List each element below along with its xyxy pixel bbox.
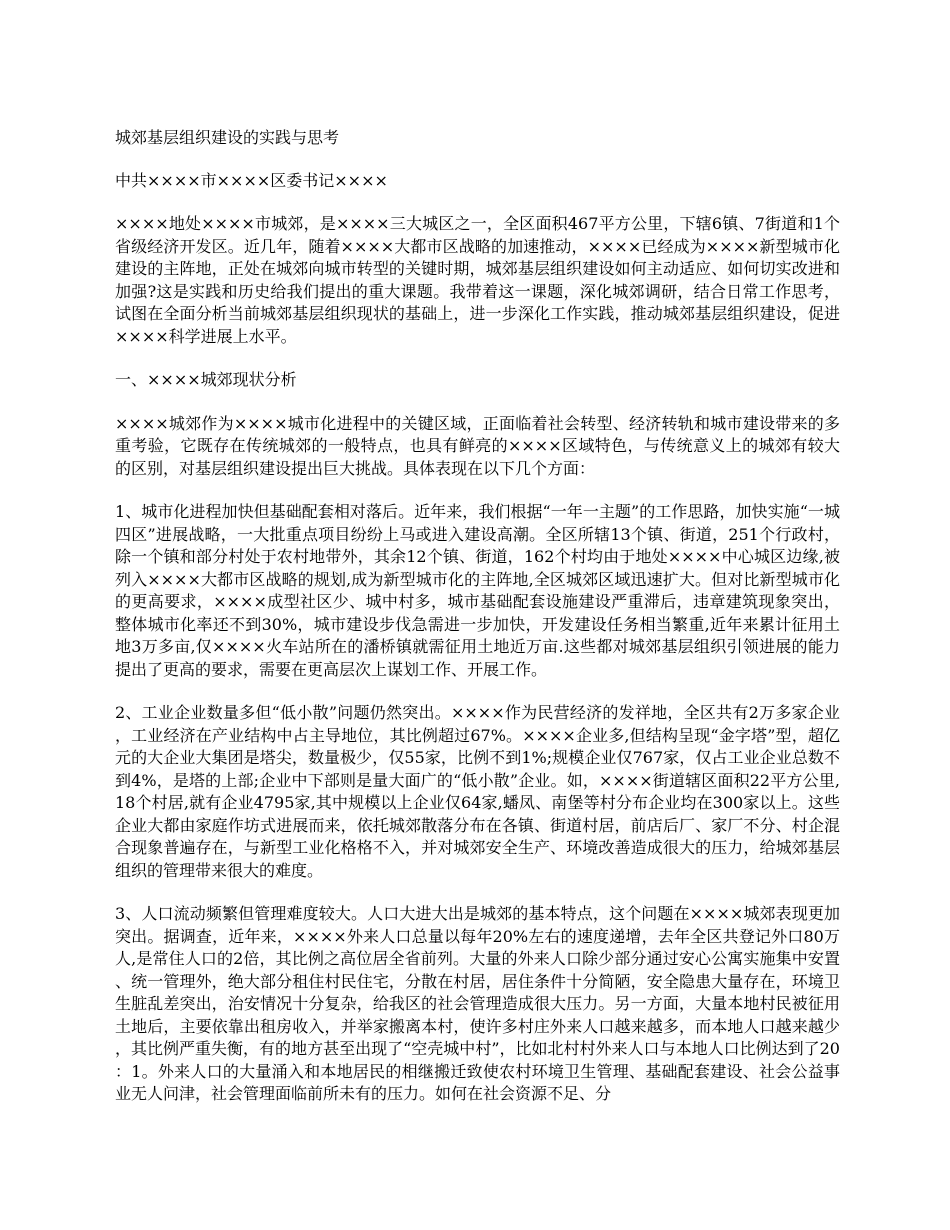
paragraph-section-intro: ××××城郊作为××××城市化进程中的关键区域，正面临着社会转型、经济转轨和城市建设带来的多重考验，它既存在传统城郊的一般特点，也具有鲜亮的××××区域特色，与传统意义上的城郊有较大的区别，对基层组织建设提出巨大挑战。具体表现在以下几个方面： [115, 413, 840, 478]
paragraph-intro: ××××地处××××市城郊，是××××三大城区之一，全区面积467平方公里，下辖6镇、7街道和1个省级经济开发区。近几年，随着××××大都市区战略的加速推动，××××已经成为××××新型城市化建设的主阵地，正处在城郊向城市转型的关键时期，城郊基层组织建设如何主动适应、如何切实改进和加强?这是实践和历史给我们提出的重大课题。我带着这一课题，深化城郊调研，结合日常工作思考，试图在全面分析当前城郊基层组织现状的基础上，进一步深化工作实践，推动城郊基层组织建设，促进××××科学进展上水平。 [115, 214, 840, 346]
document-title: 城郊基层组织建设的实践与思考 [115, 128, 340, 147]
paragraph-point-1: 1、城市化进程加快但基础配套相对落后。近年来，我们根据“一年一主题”的工作思路，加快实施“一城四区”进展战略，一大批重点项目纷纷上马或进入建设高潮。全区所辖13个镇、街道，251个行政村，除一个镇和部分村处于农村地带外，其余12个镇、街道，162个村均由于地处××××中心城区边缘,被列入××××大都市区战略的规划,成为新型城市化的主阵地,全区城郊区域迅速扩大。但对比新型城市化的更高要求，××××成型社区少、城中村多，城市基础配套设施建设严重滞后，违章建筑现象突出，整体城市化率还不到30%，城市建设步伐急需进一步加快，开发建设任务相当繁重,近年来累计征用土地3万多亩,仅××××火车站所在的潘桥镇就需征用土地近万亩.这些都对城郊基层组织引领进展的能力提出了更高的要求，需要在更高层次上谋划工作、开展工作。 [115, 502, 840, 679]
paragraph-point-3: 3、人口流动频繁但管理难度较大。人口大进大出是城郊的基本特点，这个问题在××××城郊表现更加突出。据调查，近年来，××××外来人口总量以每年20%左右的速度递增，去年全区共登记外口80万人,是常住人口的2倍，其比例之高位居全省前列。大量的外来人口除少部分通过安心公寓实施集中安置、统一管理外，绝大部分租住村民住宅，分散在村居，居住条件十分简陋，安全隐患大量存在，环境卫生脏乱差突出，治安情况十分复杂，给我区的社会管理造成很大压力。另一方面，大量本地村民被征用土地后，主要依靠出租房收入，并举家搬离本村，使许多村庄外来人口越来越多，而本地人口越来越少，其比例严重失衡，有的地方甚至出现了“空壳城中村”，比如北村村外来人口与本地人口比例达到了20：1。外来人口的大量涌入和本地居民的相继搬迁致使农村环境卫生管理、基础配套建设、社会公益事业无人问津，社会管理面临前所未有的压力。如何在社会资源不足、分 [115, 904, 840, 1103]
document-author: 中共××××市××××区委书记×××× [115, 170, 388, 190]
section-heading-1: 一、××××城郊现状分析 [115, 370, 297, 389]
paragraph-point-2: 2、工业企业数量多但“低小散”问题仍然突出。××××作为民营经济的发祥地，全区共有2万多家企业，工业经济在产业结构中占主导地位，其比例超过67%。××××企业多,但结构呈现“金字塔”型，超亿元的大企业大集团是塔尖，数量极少，仅55家，比例不到1%;规模企业仅767家，仅占工业企业总数不到4%，是塔的上部;企业中下部则是量大面广的“低小散”企业。如，××××街道辖区面积22平方公里,18个村居,就有企业4795家,其中规模以上企业仅64家,蟠凤、南堡等村分布企业均在300家以上。这些企业大都由家庭作坊式进展而来，依托城郊散落分布在各镇、街道村居，前店后厂、家厂不分、村企混合现象普遍存在，与新型工业化格格不入，并对城郊安全生产、环境改善造成很大的压力，给城郊基层组织的管理带来很大的难度。 [115, 703, 840, 880]
